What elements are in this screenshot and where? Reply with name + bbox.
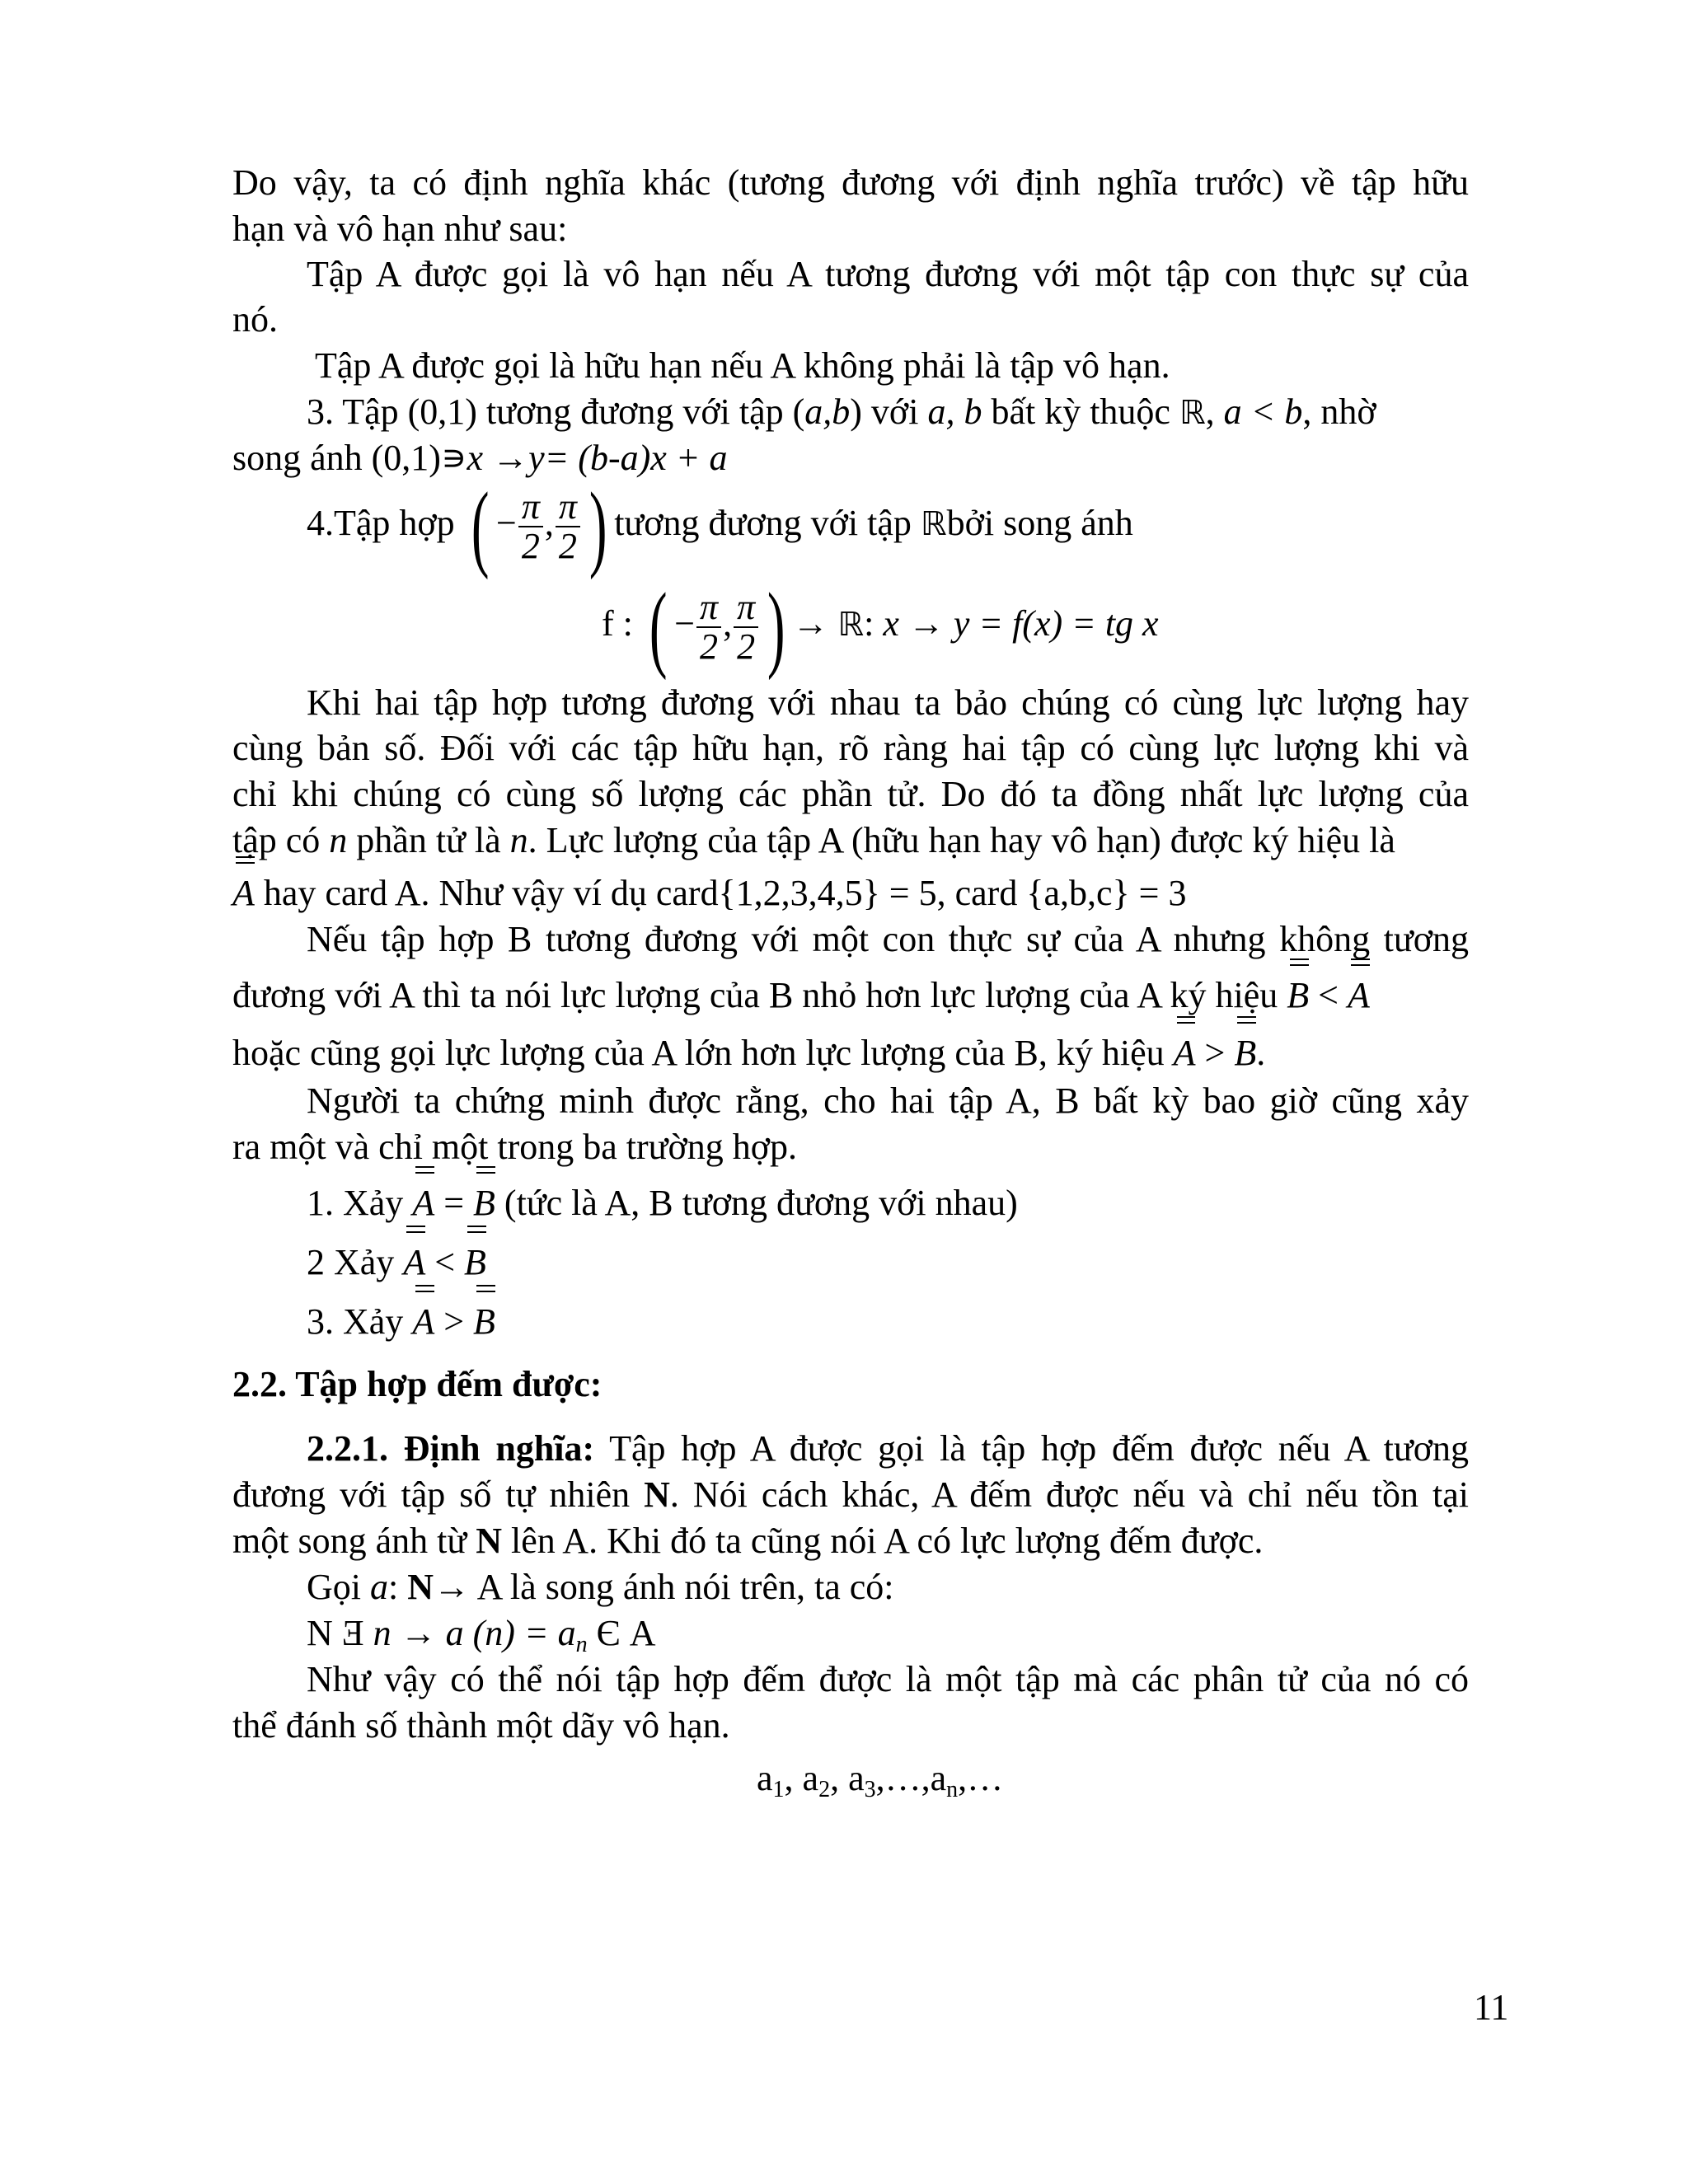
definition-finite: Tập A được gọi là hữu hạn nếu A không phải là tập vô hạn. (315, 345, 1170, 386)
example-3-line: 3. Tập (0,1) tương đương với tập (a,b) với a, b bất kỳ thuộc ℝ, a < b, nhờ (307, 391, 1376, 432)
paragraph-line: cùng bản số. Đối với các tập hữu hạn, rõ ràng hai tập có cùng lực lượng khi và (232, 728, 1469, 768)
fraction: $\frac{\pi}{2}$ (556, 488, 580, 565)
tangent-bijection-formula: f : ( − $\frac{\pi}{2}$ , $\frac{\pi}{2}$ ) → ℝ: x → y = f(x) = tg x (602, 573, 1159, 681)
sequence-formula: $a_1$, $a_2$, $a_3,\dots,a_n,\dots$ (757, 1758, 1004, 1802)
paragraph-line: Nếu tập hợp B tương đương với một con thực sự của A nhưng không tương (307, 919, 1469, 959)
definition-countable: 2.2.1. Định nghĩa: Tập hợp A được gọi là tập hợp đếm được nếu A tương (307, 1428, 1469, 1469)
example-4-line: 4.Tập hợp ( − $\frac{\pi}{2}$ , $\frac{\pi}{2}$ ) tương đương với tập ℝbởi song ánh (307, 472, 1133, 580)
paragraph-line: Như vậy có thể nói tập hợp đếm được là một tập mà các phân tử của nó có (307, 1659, 1469, 1699)
paragraph-line: Người ta chứng minh được rằng, cho hai tập A, B bất kỳ bao giờ cũng xảy (307, 1080, 1469, 1121)
bijection-line: Gọi a: N→ A là song ánh nói trên, ta có: (307, 1567, 894, 1607)
paragraph-line: Do vậy, ta có định nghĩa khác (tương đương với định nghĩa trước) về tập hữu (232, 162, 1469, 203)
case-1: 1. Xảy A = B (tức là A, B tương đương với nhau) (307, 1177, 1018, 1226)
paragraph-line: nó. (232, 299, 278, 340)
definition-infinite: Tập A được gọi là vô hạn nếu A tương đương với một tập con thực sự của (307, 254, 1469, 294)
fraction: $\frac{\pi}{2}$ (734, 588, 758, 666)
paragraph-line: một song ánh từ N lên A. Khi đó ta cũng nói A có lực lượng đếm được. (232, 1521, 1264, 1561)
fraction: $\frac{\pi}{2}$ (696, 588, 721, 666)
paragraph-line: tập có n phần tử là n. Lực lượng của tập A (hữu hạn hay vô hạn) được ký hiệu là (232, 820, 1395, 860)
section-heading: 2.2. Tập hợp đếm được: (232, 1364, 603, 1404)
paragraph-line: chỉ khi chúng có cùng số lượng các phần tử. Do đó ta đồng nhất lực lượng của (232, 774, 1469, 814)
cardinality-A: A (232, 867, 255, 916)
paragraph-line: hoặc cũng gọi lực lượng của A lớn hơn lực lượng của B, ký hiệu A > B. (232, 1027, 1265, 1076)
real-numbers-symbol: ℝ (1179, 394, 1206, 432)
cardinality-A: A (1348, 969, 1370, 1019)
paragraph-line: thể đánh số thành một dãy vô hạn. (232, 1705, 730, 1746)
cardinality-A: A (1174, 1027, 1196, 1076)
paragraph-line: đương với tập số tự nhiên N. Nói cách khác, A đếm được nếu và chỉ nếu tồn tại (232, 1474, 1469, 1515)
paragraph-line: đương với A thì ta nói lực lượng của B nhỏ hơn lực lượng của A ký hiệu B < A (232, 969, 1370, 1019)
definition-label: 2.2.1. Định nghĩa: (307, 1428, 595, 1469)
case-2: 2 Xảy A < B (307, 1236, 486, 1286)
paragraph-line: ra một và chỉ một trong ba trường hợp. (232, 1127, 798, 1167)
page-number: 11 (1474, 1987, 1509, 2027)
paragraph-line: hạn và vô hạn như sau: (232, 209, 568, 249)
paragraph-line: A hay card A. Như vậy ví dụ card{1,2,3,4,5} = 5, card {a,b,c} = 3 (232, 867, 1186, 916)
cardinality-B: B (1234, 1027, 1256, 1076)
cardinality-B: B (1287, 969, 1309, 1019)
case-3: 3. Xảy A > B (307, 1296, 495, 1345)
example-3-bijection: song ánh (0,1)∍x →y= (b-a)x + a (232, 438, 728, 478)
mapping-formula: N Ǝ n → a $(n) = a_n$ Є A (307, 1613, 656, 1657)
fraction: $\frac{\pi}{2}$ (518, 488, 543, 565)
paragraph-line: Khi hai tập hợp tương đương với nhau ta bảo chúng có cùng lực lượng hay (307, 682, 1469, 723)
